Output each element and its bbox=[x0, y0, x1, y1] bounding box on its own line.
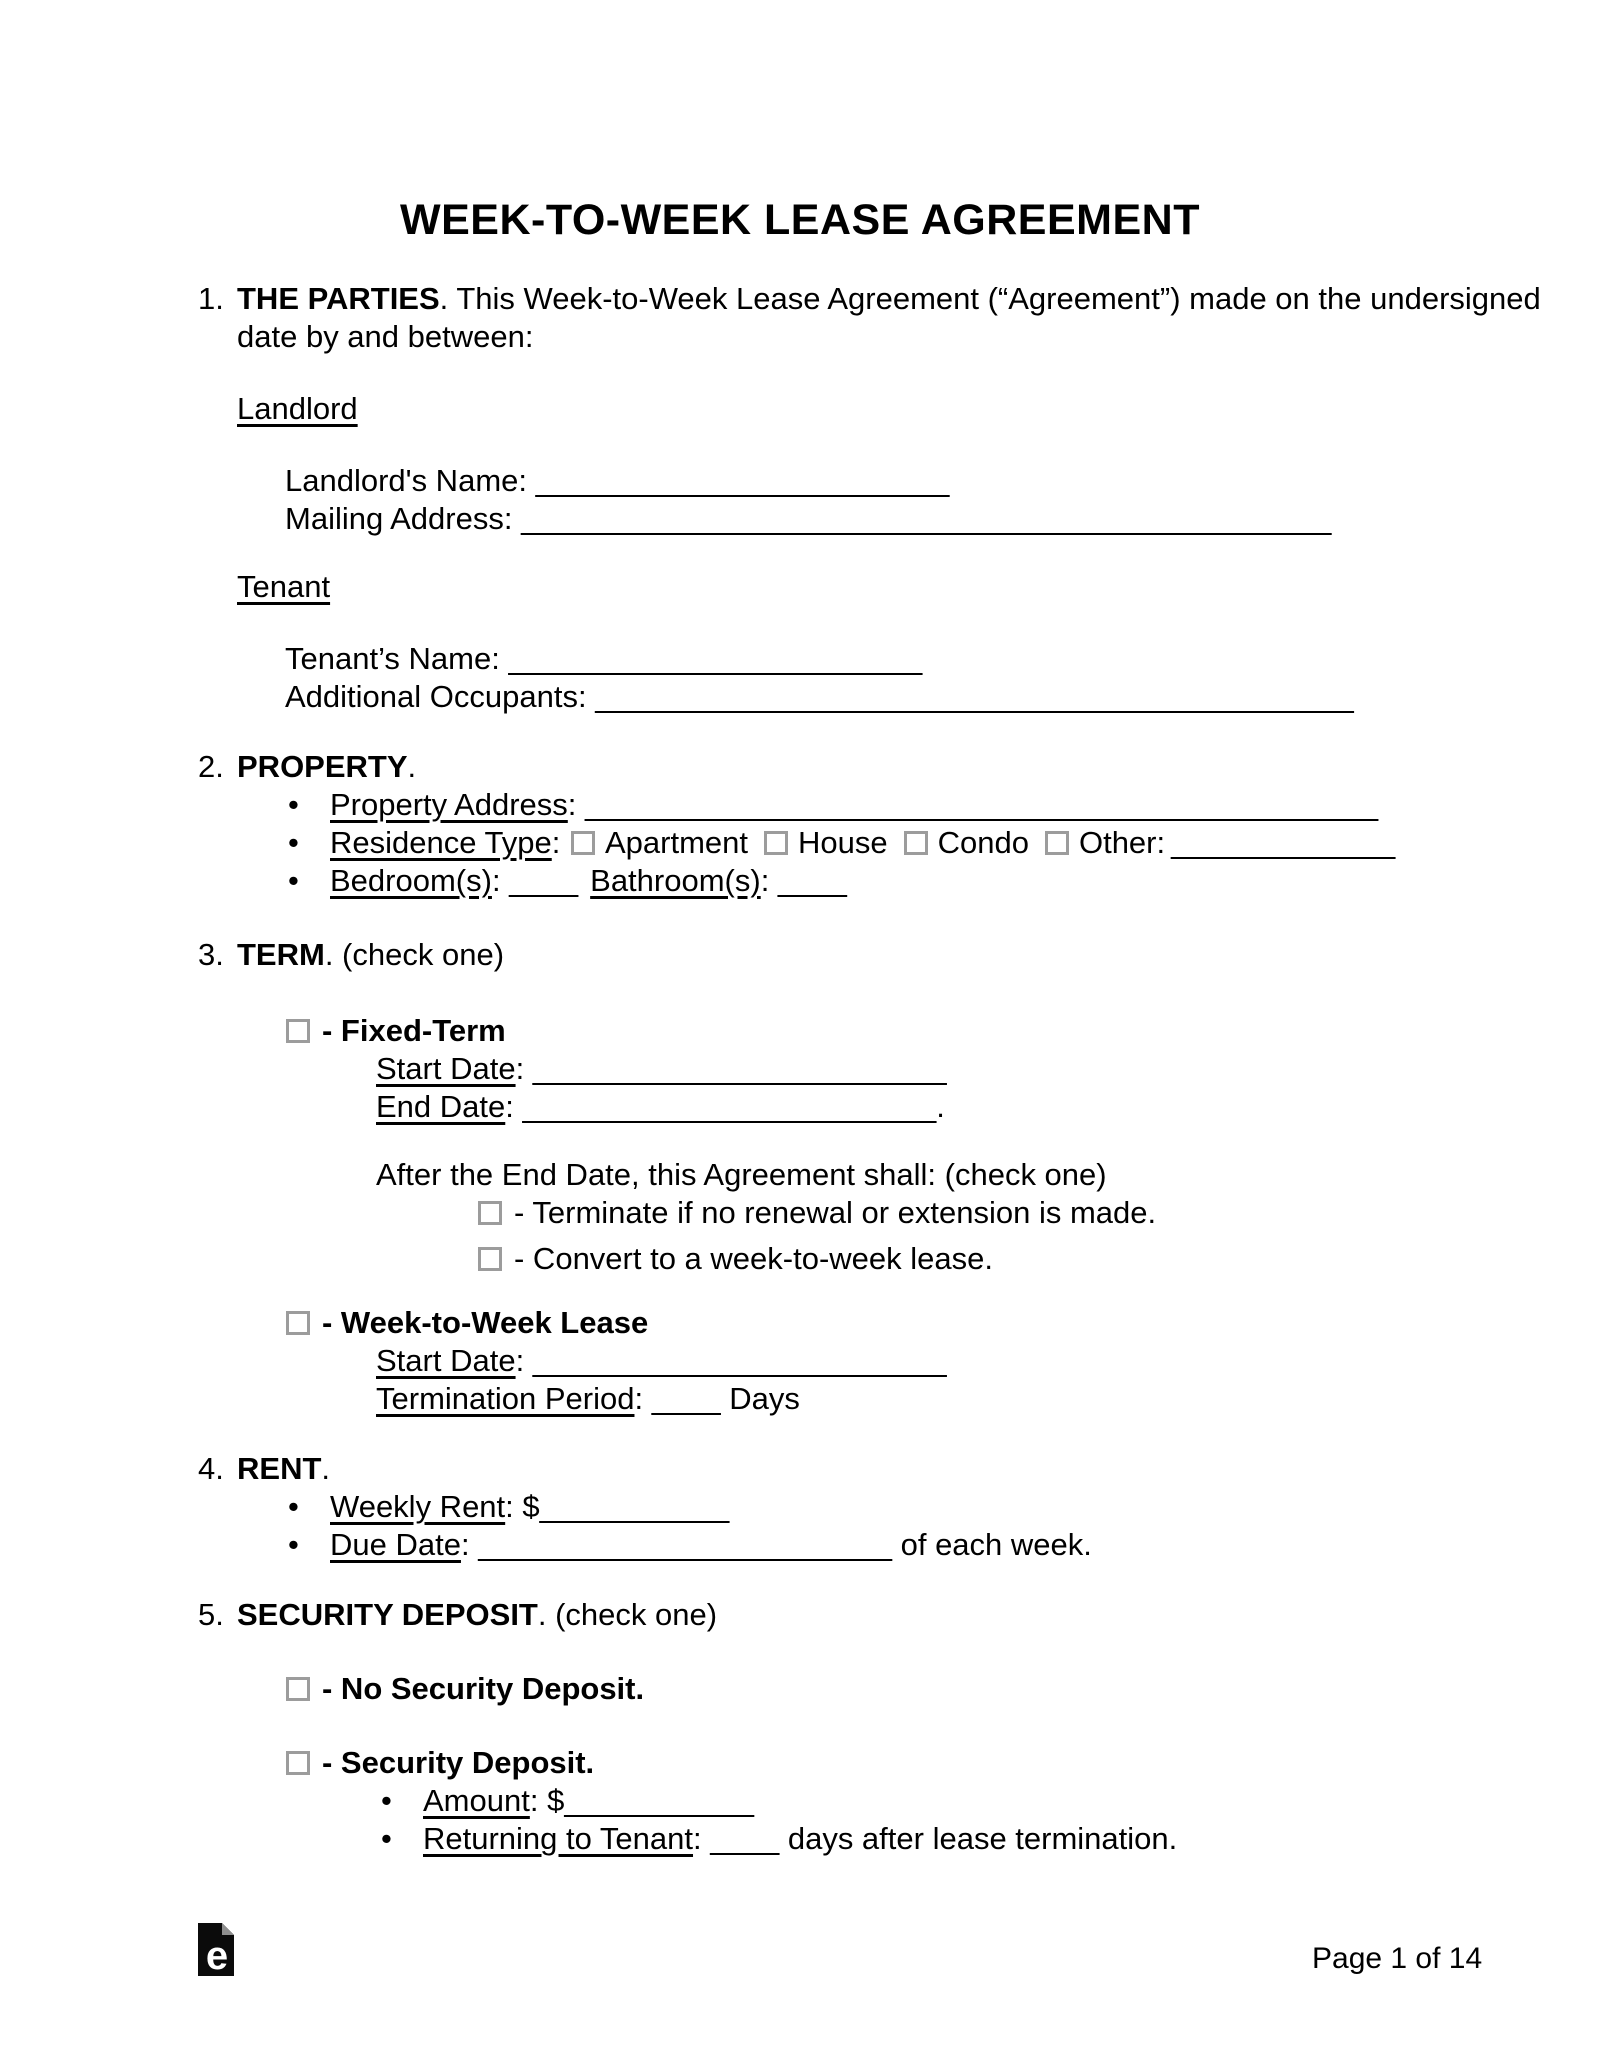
landlord-fields bbox=[285, 462, 1600, 538]
section-rent bbox=[0, 1450, 1600, 1488]
separator: : bbox=[503, 501, 522, 536]
separator: : bbox=[577, 679, 596, 714]
section-heading: SECURITY DEPOSIT bbox=[237, 1597, 538, 1632]
section-term-text bbox=[237, 936, 1600, 974]
option-house-label: House bbox=[798, 825, 888, 860]
section-tail: . (check one) bbox=[537, 1597, 718, 1632]
termination-period-label: Termination Period bbox=[376, 1381, 635, 1416]
landlord-heading: Landlord bbox=[237, 391, 358, 426]
section-the-parties bbox=[0, 280, 1600, 356]
due-date-item bbox=[0, 1526, 1600, 1564]
bedrooms-label: Bedroom(s) bbox=[330, 863, 492, 898]
separator: : $ bbox=[529, 1783, 565, 1818]
checkbox-week-to-week[interactable] bbox=[286, 1311, 310, 1335]
convert-option bbox=[478, 1240, 1600, 1278]
line-tail: of each week. bbox=[891, 1527, 1092, 1562]
section-security-deposit-text bbox=[237, 1596, 1600, 1634]
tenant-name-blank[interactable]: ________________________ bbox=[508, 641, 923, 676]
returning-item bbox=[0, 1820, 1600, 1858]
checkbox-fixed-term[interactable] bbox=[286, 1019, 310, 1043]
weekly-start-date-label: Start Date bbox=[376, 1343, 516, 1378]
separator: : $ bbox=[505, 1489, 540, 1524]
option-other-label: Other: bbox=[1078, 825, 1166, 860]
section-number: 4. bbox=[198, 1451, 224, 1486]
checkbox-apartment[interactable] bbox=[571, 831, 595, 855]
eforms-logo bbox=[198, 1923, 234, 1976]
security-deposit-label: - Security Deposit. bbox=[322, 1745, 595, 1780]
after-end-date-options bbox=[478, 1194, 1600, 1278]
mailing-address-blank[interactable]: _______________________________________________ bbox=[521, 501, 1332, 536]
convert-label: - Convert to a week-to-week lease. bbox=[514, 1241, 993, 1276]
terminate-label: - Terminate if no renewal or extension is made. bbox=[514, 1195, 1157, 1230]
logo-letter: e bbox=[205, 1934, 229, 1976]
section-parties-text bbox=[237, 280, 1600, 356]
weekly-start-date-blank[interactable]: ________________________ bbox=[532, 1343, 947, 1378]
terminate-option bbox=[478, 1194, 1600, 1232]
end-date-label: End Date bbox=[376, 1089, 506, 1124]
section-property-text bbox=[237, 748, 1600, 786]
end-date-line bbox=[376, 1088, 1600, 1126]
fixed-term-dates bbox=[376, 1050, 1600, 1126]
line-tail: days after lease termination. bbox=[779, 1821, 1178, 1856]
amount-label: Amount bbox=[423, 1783, 530, 1818]
separator: : bbox=[505, 1089, 523, 1124]
section-property bbox=[0, 748, 1600, 786]
returning-label: Returning to Tenant bbox=[423, 1821, 694, 1856]
amount-item bbox=[0, 1782, 1600, 1820]
separator: : bbox=[460, 1527, 479, 1562]
checkbox-security-deposit[interactable] bbox=[286, 1751, 310, 1775]
mailing-address-label: Mailing Address bbox=[285, 501, 504, 536]
bedrooms-blank[interactable]: ____ bbox=[509, 863, 579, 898]
additional-occupants-blank[interactable]: ____________________________________________ bbox=[595, 679, 1354, 714]
section-term bbox=[0, 936, 1600, 974]
section-security-deposit bbox=[0, 1596, 1600, 1634]
checkbox-terminate[interactable] bbox=[478, 1201, 502, 1225]
week-to-week-label: - Week-to-Week Lease bbox=[322, 1305, 649, 1340]
separator: : bbox=[491, 863, 510, 898]
termination-period-blank[interactable]: ____ bbox=[651, 1381, 721, 1416]
tenant-name-label: Tenant’s Name bbox=[285, 641, 492, 676]
week-to-week-dates bbox=[376, 1342, 1600, 1418]
end-date-blank[interactable]: ________________________ bbox=[522, 1089, 937, 1124]
section-heading: TERM bbox=[237, 937, 325, 972]
section-tail: . (check one) bbox=[324, 937, 505, 972]
landlord-name-blank[interactable]: ________________________ bbox=[535, 463, 950, 498]
fixed-term-label: - Fixed-Term bbox=[322, 1013, 506, 1048]
bathrooms-label: Bathroom(s) bbox=[590, 863, 761, 898]
no-security-deposit-option bbox=[0, 1670, 1600, 1708]
option-apartment-label: Apartment bbox=[604, 825, 748, 860]
checkbox-other[interactable] bbox=[1045, 831, 1069, 855]
landlord-name-label: Landlord's Name bbox=[285, 463, 519, 498]
start-date-blank[interactable]: ________________________ bbox=[532, 1051, 947, 1086]
separator: : bbox=[515, 1051, 533, 1086]
section-number: 3. bbox=[198, 937, 224, 972]
section-tail: . bbox=[321, 1451, 331, 1486]
line-tail: Days bbox=[720, 1381, 800, 1416]
amount-blank[interactable]: ___________ bbox=[564, 1783, 754, 1818]
other-blank[interactable]: _____________ bbox=[1171, 825, 1396, 860]
separator: : bbox=[515, 1343, 533, 1378]
separator: : bbox=[518, 463, 536, 498]
week-to-week-option bbox=[0, 1304, 1600, 1342]
property-address-item bbox=[0, 786, 1600, 824]
additional-occupants-label: Additional Occupants bbox=[285, 679, 578, 714]
checkbox-condo[interactable] bbox=[904, 831, 928, 855]
after-end-date-heading: After the End Date, this Agreement shall: (check one) bbox=[376, 1157, 1107, 1192]
checkbox-convert[interactable] bbox=[478, 1247, 502, 1271]
start-date-label: Start Date bbox=[376, 1051, 516, 1086]
residence-type-item bbox=[0, 824, 1600, 862]
section-body: . This Week-to-Week Lease Agreement (“Agreement”) made on the undersigned date by and between: bbox=[237, 281, 1541, 354]
separator: : bbox=[491, 641, 509, 676]
tenant-heading: Tenant bbox=[237, 569, 331, 604]
document-title: WEEK-TO-WEEK LEASE AGREEMENT bbox=[400, 196, 1200, 244]
additional-occupants-line bbox=[285, 678, 1600, 716]
separator: : bbox=[567, 787, 586, 822]
separator: : bbox=[634, 1381, 652, 1416]
section-tail: . bbox=[407, 749, 417, 784]
due-date-blank[interactable]: ________________________ bbox=[478, 1527, 892, 1562]
weekly-start-date-line bbox=[376, 1342, 1600, 1380]
residence-type-label: Residence Type bbox=[330, 825, 552, 860]
option-condo-label: Condo bbox=[937, 825, 1029, 860]
separator: : bbox=[693, 1821, 711, 1856]
weekly-rent-item bbox=[0, 1488, 1600, 1526]
checkbox-no-security-deposit[interactable] bbox=[286, 1677, 310, 1701]
bathrooms-blank[interactable]: ____ bbox=[777, 863, 847, 898]
separator: : bbox=[760, 863, 778, 898]
termination-period-line bbox=[376, 1380, 1600, 1418]
rooms-item bbox=[0, 862, 1600, 900]
section-number: 5. bbox=[198, 1597, 224, 1632]
section-rent-text bbox=[237, 1450, 1600, 1488]
weekly-rent-label: Weekly Rent bbox=[330, 1489, 506, 1524]
property-address-blank[interactable]: ______________________________________________ bbox=[585, 787, 1379, 822]
checkbox-house[interactable] bbox=[764, 831, 788, 855]
mailing-address-line bbox=[285, 500, 1600, 538]
property-address-label: Property Address bbox=[330, 787, 568, 822]
security-deposit-option bbox=[0, 1744, 1600, 1782]
tenant-name-line bbox=[285, 640, 1600, 678]
no-security-deposit-label: - No Security Deposit. bbox=[322, 1671, 645, 1706]
fixed-term-option bbox=[0, 1012, 1600, 1050]
section-heading: THE PARTIES bbox=[237, 281, 440, 316]
landlord-name-line bbox=[285, 462, 1600, 500]
due-date-label: Due Date bbox=[330, 1527, 461, 1562]
line-tail: . bbox=[936, 1089, 945, 1124]
weekly-rent-blank[interactable]: ___________ bbox=[539, 1489, 730, 1524]
returning-blank[interactable]: ____ bbox=[710, 1821, 780, 1856]
tenant-fields bbox=[285, 640, 1600, 716]
page-number: Page 1 of 14 bbox=[1312, 1942, 1483, 1975]
section-heading: PROPERTY bbox=[237, 749, 408, 784]
separator: : bbox=[551, 825, 569, 860]
start-date-line bbox=[376, 1050, 1600, 1088]
section-heading: RENT bbox=[237, 1451, 322, 1486]
section-number: 1. bbox=[198, 281, 224, 316]
section-number: 2. bbox=[198, 749, 224, 784]
